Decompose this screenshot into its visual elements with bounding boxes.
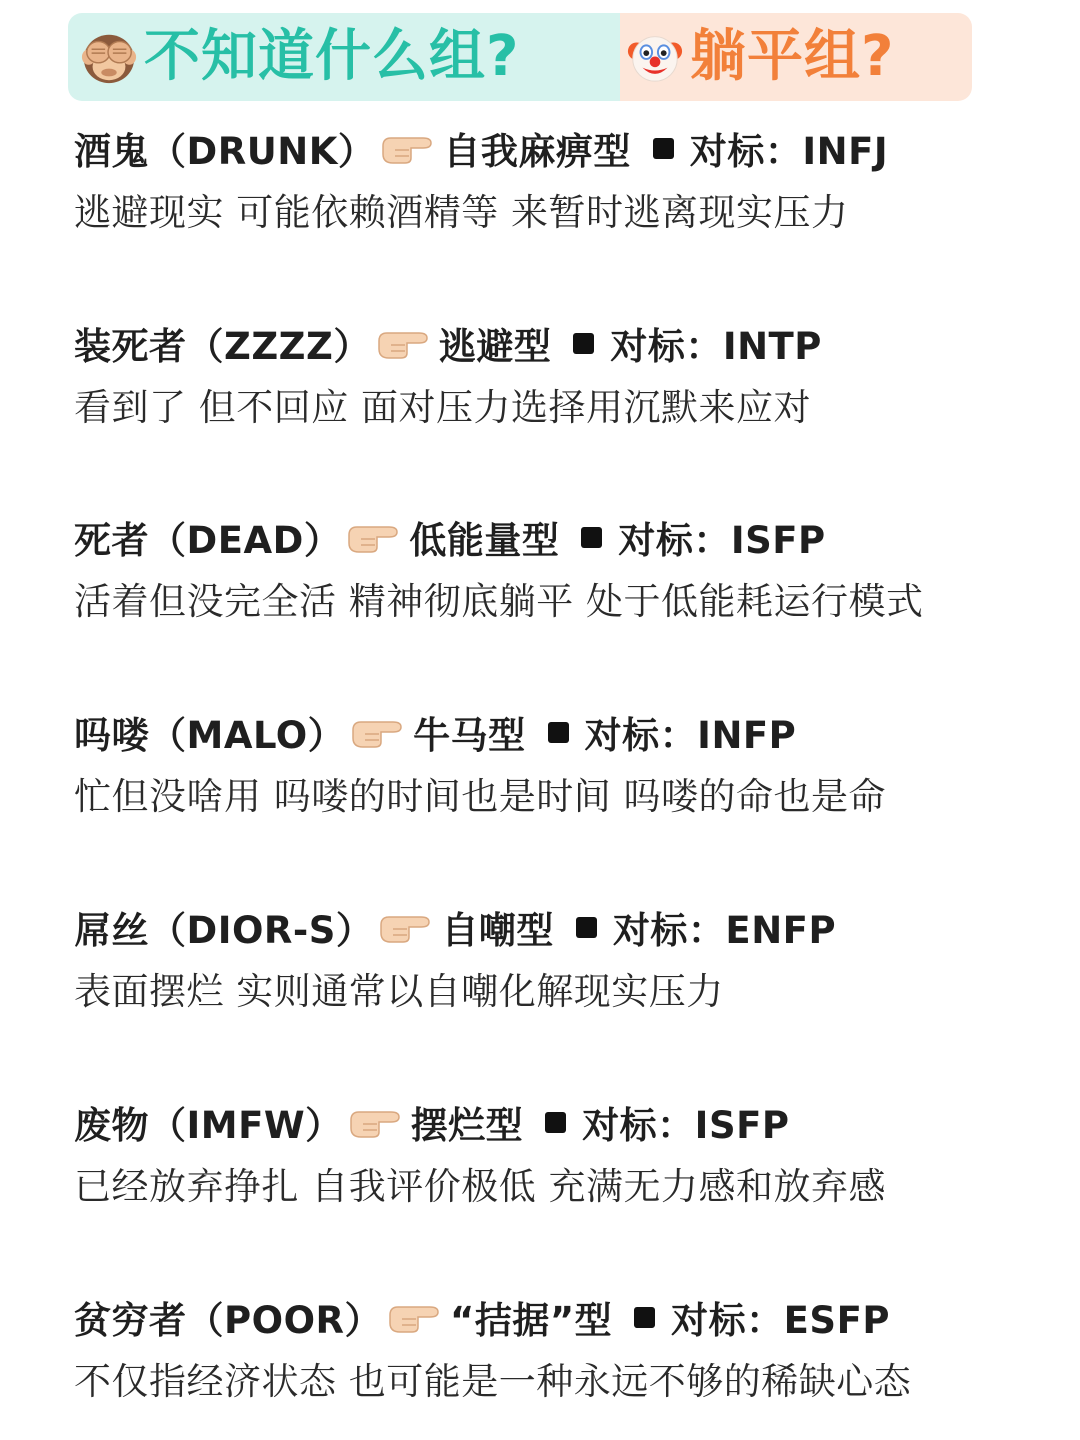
entry-title: [74, 123, 1034, 173]
black-square-icon: [576, 917, 597, 938]
entry-type: 牛马型: [413, 714, 526, 757]
entry-dead: [74, 512, 1034, 627]
entry-title: [74, 1097, 1034, 1147]
header-banner: [68, 13, 972, 101]
entry-benchmark: 对标：ISFP: [618, 519, 826, 562]
entry-benchmark: 对标：ESFP: [671, 1299, 890, 1342]
pointing-right-hand-icon: [349, 1104, 401, 1140]
entry-title: [74, 512, 1034, 562]
entry-type: 自嘲型: [441, 909, 554, 952]
entry-imfw: [74, 1097, 1034, 1212]
black-square-icon: [581, 527, 602, 548]
entry-title: [74, 318, 1034, 368]
entry-benchmark: 对标：ENFP: [612, 909, 837, 952]
black-square-icon: [653, 138, 674, 159]
entry-name: 装死者（ZZZZ）: [74, 325, 371, 368]
black-square-icon: [573, 333, 594, 354]
header-right-text: 躺平组?: [690, 24, 895, 89]
entry-name: 酒鬼（DRUNK）: [74, 130, 376, 173]
entry-title: [74, 1292, 1034, 1342]
entry-name: 屌丝（DIOR-S）: [74, 909, 374, 952]
entry-dior-s: [74, 902, 1034, 1017]
entry-title: [74, 707, 1034, 757]
entry-name: 贫穷者（POOR）: [74, 1299, 383, 1342]
see-no-evil-monkey-icon: [80, 28, 138, 86]
entry-desc: 忙但没啥用 吗喽的时间也是时间 吗喽的命也是命: [74, 775, 887, 818]
entry-malo: [74, 707, 1034, 822]
header-left-text: 不知道什么组?: [144, 24, 520, 89]
entry-desc: 不仅指经济状态 也可能是一种永远不够的稀缺心态: [74, 1360, 912, 1403]
entry-type: 摆烂型: [410, 1104, 524, 1147]
entry-type: “拮据”型: [450, 1299, 613, 1342]
entry-poor: [74, 1292, 1034, 1407]
pointing-right-hand-icon: [388, 1299, 440, 1335]
entry-type: 逃避型: [438, 325, 552, 368]
pointing-right-hand-icon: [381, 130, 433, 166]
header-right-panel: [620, 13, 972, 101]
entry-name: 废物（IMFW）: [74, 1104, 343, 1147]
pointing-right-hand-icon: [379, 909, 431, 945]
clown-face-icon: [626, 28, 684, 86]
entry-title: [74, 902, 1034, 952]
entry-desc: 已经放弃挣扎 自我评价极低 充满无力感和放弃感: [74, 1165, 887, 1208]
entry-type: 自我麻痹型: [443, 130, 631, 173]
entry-name: 吗喽（MALO）: [74, 714, 346, 757]
pointing-right-hand-icon: [351, 714, 403, 750]
entry-benchmark: 对标：ISFP: [582, 1104, 790, 1147]
black-square-icon: [548, 722, 569, 743]
entry-desc: 活着但没完全活 精神彻底躺平 处于低能耗运行模式: [74, 580, 924, 623]
pointing-right-hand-icon: [347, 519, 399, 555]
entry-zzzz: [74, 318, 1034, 433]
entry-benchmark: 对标：INFP: [584, 714, 797, 757]
entry-type: 低能量型: [409, 519, 560, 562]
entry-desc: 看到了 但不回应 面对压力选择用沉默来应对: [74, 386, 812, 429]
black-square-icon: [634, 1307, 655, 1328]
header-left-panel: [68, 13, 620, 101]
entry-drunk: [74, 123, 1034, 238]
entry-name: 死者（DEAD）: [74, 519, 342, 562]
entry-benchmark: 对标：INFJ: [689, 130, 889, 173]
entry-desc: 表面摆烂 实则通常以自嘲化解现实压力: [74, 970, 724, 1013]
entry-desc: 逃避现实 可能依赖酒精等 来暂时逃离现实压力: [74, 191, 849, 234]
entry-benchmark: 对标：INTP: [610, 325, 822, 368]
pointing-right-hand-icon: [377, 325, 429, 361]
black-square-icon: [545, 1112, 566, 1133]
